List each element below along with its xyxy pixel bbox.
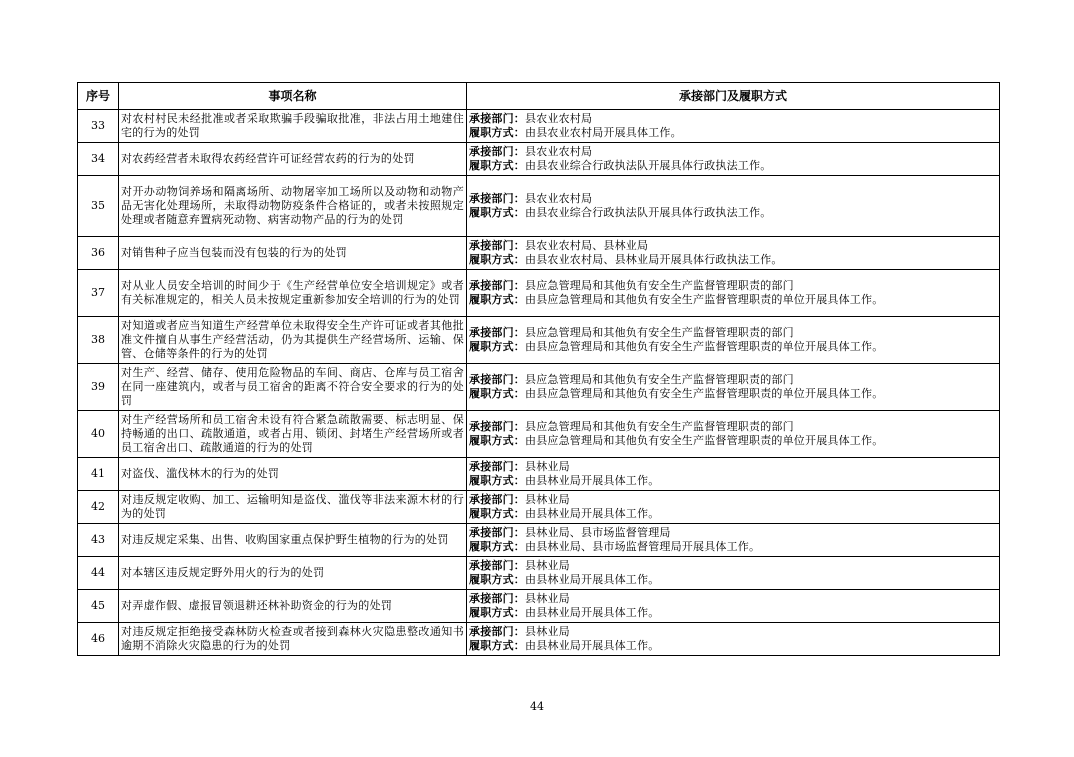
- undertaking-department-label: 承接部门：: [469, 493, 525, 506]
- table-row: [78, 411, 1000, 458]
- table-row: [78, 110, 1000, 143]
- row-department-and-duty: [467, 364, 1000, 411]
- undertaking-department-value: 县农业农村局: [525, 112, 593, 125]
- undertaking-department-line: [469, 559, 997, 573]
- undertaking-department-value: 县应急管理局和其他负有安全生产监督管理职责的部门: [525, 279, 794, 292]
- duty-mode-label: 履职方式：: [469, 159, 525, 172]
- undertaking-department-line: [469, 326, 997, 340]
- duty-mode-line: [469, 340, 997, 354]
- row-department-and-duty: [467, 458, 1000, 491]
- undertaking-department-label: 承接部门：: [469, 145, 525, 158]
- duty-mode-line: [469, 253, 997, 267]
- undertaking-department-label: 承接部门：: [469, 460, 525, 473]
- undertaking-department-label: 承接部门：: [469, 192, 525, 205]
- undertaking-department-line: [469, 112, 997, 126]
- undertaking-department-line: [469, 625, 997, 639]
- undertaking-department-label: 承接部门：: [469, 239, 525, 252]
- duty-mode-label: 履职方式：: [469, 639, 525, 652]
- duty-mode-value: 由县林业局开展具体工作。: [525, 573, 660, 586]
- undertaking-department-value: 县农业农村局、县林业局: [525, 239, 649, 252]
- undertaking-department-line: [469, 373, 997, 387]
- undertaking-department-label: 承接部门：: [469, 592, 525, 605]
- duty-mode-label: 履职方式：: [469, 573, 525, 586]
- undertaking-department-line: [469, 460, 997, 474]
- row-item-name: 对违反规定拒绝接受森林防火检查或者接到森林火灾隐患整改通知书逾期不消除火灾隐患的行为的处罚: [119, 623, 467, 656]
- duty-mode-label: 履职方式：: [469, 474, 525, 487]
- table-row: [78, 590, 1000, 623]
- row-item-name: 对农药经营者未取得农药经营许可证经营农药的行为的处罚: [119, 143, 467, 176]
- row-serial-number: 46: [78, 623, 119, 656]
- row-serial-number: 44: [78, 557, 119, 590]
- duty-mode-label: 履职方式：: [469, 606, 525, 619]
- row-serial-number: 38: [78, 317, 119, 364]
- duty-mode-line: [469, 387, 997, 401]
- row-department-and-duty: [467, 270, 1000, 317]
- duty-mode-line: [469, 474, 997, 488]
- row-item-name: 对违反规定采集、出售、收购国家重点保护野生植物的行为的处罚: [119, 524, 467, 557]
- undertaking-department-label: 承接部门：: [469, 326, 525, 339]
- table-row: [78, 491, 1000, 524]
- header-department-and-duty: 承接部门及履职方式: [467, 83, 1000, 110]
- duty-mode-value: 由县应急管理局和其他负有安全生产监督管理职责的单位开展具体工作。: [525, 293, 884, 306]
- undertaking-department-line: [469, 592, 997, 606]
- row-item-name: 对知道或者应当知道生产经营单位未取得安全生产许可证或者其他批准文件擅自从事生产经营活动，仍为其提供生产经营场所、运输、保管、仓储等条件的行为的处罚: [119, 317, 467, 364]
- row-department-and-duty: [467, 411, 1000, 458]
- duty-mode-value: 由县林业局开展具体工作。: [525, 639, 660, 652]
- page-number: 44: [530, 700, 544, 713]
- row-serial-number: 34: [78, 143, 119, 176]
- duty-mode-value: 由县农业农村局开展具体工作。: [525, 126, 682, 139]
- duty-mode-label: 履职方式：: [469, 434, 525, 447]
- undertaking-department-line: [469, 145, 997, 159]
- row-serial-number: 40: [78, 411, 119, 458]
- row-item-name: 对违反规定收购、加工、运输明知是盗伐、滥伐等非法来源木材的行为的处罚: [119, 491, 467, 524]
- duty-mode-label: 履职方式：: [469, 126, 525, 139]
- row-department-and-duty: [467, 317, 1000, 364]
- table-row: [78, 143, 1000, 176]
- table-row: [78, 557, 1000, 590]
- duty-mode-value: 由县林业局开展具体工作。: [525, 507, 660, 520]
- duty-mode-line: [469, 507, 997, 521]
- undertaking-department-label: 承接部门：: [469, 526, 525, 539]
- table-row: [78, 524, 1000, 557]
- row-serial-number: 36: [78, 237, 119, 270]
- undertaking-department-value: 县应急管理局和其他负有安全生产监督管理职责的部门: [525, 420, 794, 433]
- duty-mode-value: 由县林业局开展具体工作。: [525, 606, 660, 619]
- undertaking-department-line: [469, 420, 997, 434]
- row-item-name: 对本辖区违反规定野外用火的行为的处罚: [119, 557, 467, 590]
- row-department-and-duty: [467, 491, 1000, 524]
- undertaking-department-line: [469, 526, 997, 540]
- row-item-name: 对开办动物饲养场和隔离场所、动物屠宰加工场所以及动物和动物产品无害化处理场所，未取得动物防疫条件合格证的，或者未按照规定处理或者随意弃置病死动物、病害动物产品的行为的处罚: [119, 176, 467, 237]
- duty-mode-label: 履职方式：: [469, 253, 525, 266]
- duty-mode-line: [469, 206, 997, 220]
- row-department-and-duty: [467, 237, 1000, 270]
- undertaking-department-value: 县应急管理局和其他负有安全生产监督管理职责的部门: [525, 326, 794, 339]
- duty-mode-line: [469, 293, 997, 307]
- row-serial-number: 41: [78, 458, 119, 491]
- duty-mode-label: 履职方式：: [469, 293, 525, 306]
- duty-mode-value: 由县林业局、县市场监督管理局开展具体工作。: [525, 540, 761, 553]
- undertaking-department-line: [469, 493, 997, 507]
- table-row: [78, 623, 1000, 656]
- duty-mode-line: [469, 540, 997, 554]
- duty-mode-value: 由县农业综合行政执法队开展具体行政执法工作。: [525, 206, 772, 219]
- table-body: [78, 110, 1000, 656]
- duty-mode-value: 由县农业综合行政执法队开展具体行政执法工作。: [525, 159, 772, 172]
- duty-mode-value: 由县应急管理局和其他负有安全生产监督管理职责的单位开展具体工作。: [525, 340, 884, 353]
- row-item-name: 对盗伐、滥伐林木的行为的处罚: [119, 458, 467, 491]
- duty-mode-label: 履职方式：: [469, 507, 525, 520]
- duty-mode-value: 由县应急管理局和其他负有安全生产监督管理职责的单位开展具体工作。: [525, 434, 884, 447]
- row-department-and-duty: [467, 176, 1000, 237]
- row-item-name: 对农村村民未经批准或者采取欺骗手段骗取批准，非法占用土地建住宅的行为的处罚: [119, 110, 467, 143]
- row-department-and-duty: [467, 143, 1000, 176]
- table-row: [78, 270, 1000, 317]
- header-serial-number: 序号: [78, 83, 119, 110]
- duty-mode-line: [469, 434, 997, 448]
- row-serial-number: 45: [78, 590, 119, 623]
- row-serial-number: 33: [78, 110, 119, 143]
- row-department-and-duty: [467, 590, 1000, 623]
- duty-mode-line: [469, 573, 997, 587]
- row-serial-number: 37: [78, 270, 119, 317]
- table-row: [78, 176, 1000, 237]
- undertaking-department-value: 县农业农村局: [525, 192, 593, 205]
- undertaking-department-label: 承接部门：: [469, 625, 525, 638]
- undertaking-department-label: 承接部门：: [469, 279, 525, 292]
- table-row: [78, 237, 1000, 270]
- undertaking-department-value: 县林业局: [525, 460, 570, 473]
- table-row: [78, 458, 1000, 491]
- undertaking-department-label: 承接部门：: [469, 373, 525, 386]
- duty-mode-value: 由县应急管理局和其他负有安全生产监督管理职责的单位开展具体工作。: [525, 387, 884, 400]
- duty-mode-value: 由县农业农村局、县林业局开展具体行政执法工作。: [525, 253, 783, 266]
- undertaking-department-value: 县林业局: [525, 493, 570, 506]
- duty-mode-label: 履职方式：: [469, 206, 525, 219]
- duty-mode-line: [469, 159, 997, 173]
- row-item-name: 对销售种子应当包装而没有包装的行为的处罚: [119, 237, 467, 270]
- row-department-and-duty: [467, 623, 1000, 656]
- duty-mode-line: [469, 126, 997, 140]
- row-department-and-duty: [467, 557, 1000, 590]
- undertaking-department-line: [469, 239, 997, 253]
- row-serial-number: 39: [78, 364, 119, 411]
- table-row: [78, 317, 1000, 364]
- duty-mode-line: [469, 606, 997, 620]
- undertaking-department-label: 承接部门：: [469, 112, 525, 125]
- row-serial-number: 43: [78, 524, 119, 557]
- row-item-name: 对生产、经营、储存、使用危险物品的车间、商店、仓库与员工宿舍在同一座建筑内，或者与员工宿舍的距离不符合安全要求的行为的处罚: [119, 364, 467, 411]
- undertaking-department-label: 承接部门：: [469, 420, 525, 433]
- undertaking-department-value: 县应急管理局和其他负有安全生产监督管理职责的部门: [525, 373, 794, 386]
- row-department-and-duty: [467, 110, 1000, 143]
- responsibility-table: [77, 82, 1000, 656]
- duty-mode-line: [469, 639, 997, 653]
- header-item-name: 事项名称: [119, 83, 467, 110]
- undertaking-department-label: 承接部门：: [469, 559, 525, 572]
- table-row: [78, 364, 1000, 411]
- undertaking-department-value: 县林业局: [525, 559, 570, 572]
- undertaking-department-value: 县农业农村局: [525, 145, 593, 158]
- undertaking-department-line: [469, 192, 997, 206]
- row-item-name: 对生产经营场所和员工宿舍未设有符合紧急疏散需要、标志明显、保持畅通的出口、疏散通道，或者占用、锁闭、封堵生产经营场所或者员工宿舍出口、疏散通道的行为的处罚: [119, 411, 467, 458]
- duty-mode-value: 由县林业局开展具体工作。: [525, 474, 660, 487]
- row-serial-number: 42: [78, 491, 119, 524]
- row-department-and-duty: [467, 524, 1000, 557]
- duty-mode-label: 履职方式：: [469, 340, 525, 353]
- undertaking-department-line: [469, 279, 997, 293]
- row-serial-number: 35: [78, 176, 119, 237]
- table-header-row: [78, 83, 1000, 110]
- undertaking-department-value: 县林业局、县市场监督管理局: [525, 526, 671, 539]
- row-item-name: 对从业人员安全培训的时间少于《生产经营单位安全培训规定》或者有关标准规定的，相关人员未按规定重新参加安全培训的行为的处罚: [119, 270, 467, 317]
- duty-mode-label: 履职方式：: [469, 387, 525, 400]
- undertaking-department-value: 县林业局: [525, 625, 570, 638]
- undertaking-department-value: 县林业局: [525, 592, 570, 605]
- duty-mode-label: 履职方式：: [469, 540, 525, 553]
- row-item-name: 对弄虚作假、虚报冒领退耕还林补助资金的行为的处罚: [119, 590, 467, 623]
